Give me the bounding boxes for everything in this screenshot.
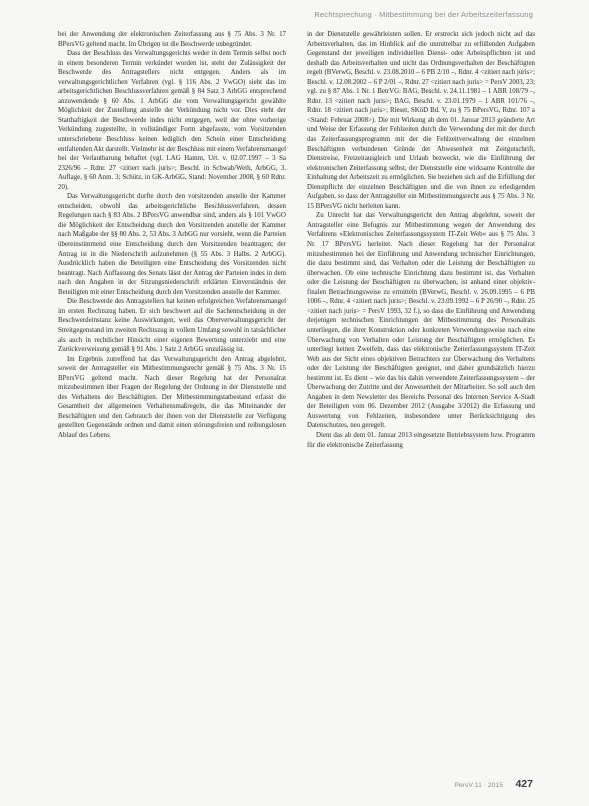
page-footer bbox=[454, 774, 533, 792]
paragraph: Das Verwaltungsgericht durfte durch den vorsitzenden anstelle der Kammer entscheiden, obwohl das arbeitsgerichtliche Beschlussverfahren, dessen Regelungen nach § 83 Abs. 2 BPersVG anwendbar sind, anders als § 101 VwGO die Möglichkeit der Entscheidung durch den Vorsitzenden anstelle der Kammer nach Maßgabe der §§ 80 Abs. 2, 53 Abs. 3 ArbGG nur vorsieht, wenn die Parteien übereinstimmend eine Entscheidung durch den Vorsitzenden beantragen; der Antrag ist in die Niederschrift aufzunehmen (§ 55 Abs. 3 Halbs. 2 ArbGG). Ausdrücklich haben die Beteiligten eine Entscheidung des Vorsitzenden nicht beantragt. Nach Auffassung des Senats lässt der Antrag der Parteien indes in dem nach den Angaben in der Sitzungsniederschrift erklärten Einverständnis der Beteiligten mit einer Entscheidung durch den Vorsitzenden anstelle der Kammer. bbox=[58, 193, 286, 296]
paragraph: bei der Anwendung der elektronischen Zeiterfassung aus § 75 Abs. 3 Nr. 17 BPersVG geltend macht. Im Übrigen ist die Beschwerde unbegründet. bbox=[58, 31, 286, 48]
page-number: 427 bbox=[515, 778, 533, 790]
running-head: Rechtsprechung · Mitbestimmung bei der Arbeitszeiterfassung bbox=[314, 10, 533, 19]
paragraph: in der Dienststelle gewährleisten sollen. Er erstreckt sich jedoch nicht auf das Arbeitsverhalten, das im Hinblick auf die unmittelbar zu erfüllenden Aufgaben Gegenstand der jeweiligen individuellen Dienst- oder Arbeitspflichten ist und deshalb das Arbeitsverhalten und nicht das Ordnungsverhalten der Beschäftigten regelt (BVerwG, Beschl. v. 23.08.2010 – 6 PB 2/10 –, Rdnr. 4 <zitiert nach juris>; Beschl. v. 12.08.2002 – 6 P 2/01 –, Rdnr. 27 <zitiert nach juris> = PersV 2003, 23; vgl. zu § 87 Abs. 1 Nr. 1 BetrVG: BAG, Beschl. v. 24.11.1981 – 1 ABR 108/79 –, Rdnr. 13 <zitiert nach juris>; BAG, Beschl. v. 23.01.1979 – 1 ABR 101/76 –, Rdnr. 18 <zitiert nach juris>; Rieset, SKöD Bd. V, zu § 75 BPersVG, Rdnr. 107 a <Stand: Februar 2008>). Die mit Wirkung ab dem 01. Januar 2013 geänderte Art und Weise der Erfassung der Fehlzeiten durch die Verwendung der mit der durch das Zeiterfassungsprogramm mit der die Fehlzeitverwaltung der einzelnen Beschäftigten verbundenen Gründe der Abwesenheit mit Zeitgutschrift, Dienstreise, Freizeitausgleich und Urlaub bezweckt, wie die Einführung der elektronischen Zeiterfassung selbst, der Dienststelle eine wirksame Kontrolle der Einhaltung der Arbeitszeit zu ermöglichen. Sie beziehen sich auf die Erfüllung der Dienstpflicht der einzelnen Beschäftigten und die von ihnen zu erledigenden Aufgaben, so dass der Antragsteller ein Mitbestimmungsrecht aus § 75 Abs. 3 Nr. 15 BPersVG nicht herleiten kann. bbox=[307, 31, 535, 210]
paragraph: Dient das ab dem 01. Januar 2013 eingesetzte Betriebssystem bzw. Programm für die elektronische Zeiterfassung bbox=[307, 431, 535, 449]
issue-label: PersV 11 · 2015 bbox=[454, 782, 504, 789]
left-column bbox=[58, 30, 286, 768]
paragraph: Dass der Beschluss des Verwaltungsgerichts weder in dem Termin selbst noch in einem besonderen Termin verkündet worden ist, steht der Zulässigkeit der Beschwerde des Antragstellers nicht entgegen. Anders als im verwaltungsgerichtlichen Verfahren (vgl. § 116 Abs. 2 VwGO) sieht das im arbeitsgerichtlichen Beschlussverfahren gemäß § 84 Satz 3 ArbGG entsprechend anzuwendende § 60 Abs. 1 ArbGG die vom Verwaltungsgericht gewählte Möglichkeit der Zustellung anstelle der Verkündung nicht vor. Dies steht der Statthaftigkeit der Beschwerde indes nicht entgegen, weil der ohne vorherige Verkündung zugestellte, in vollständiger Form abgefasste, vom Vorsitzenden unterschriebene Beschluss keinen lediglich den Schein einer Entscheidung entfaltenden Akt darstellt. Vielmehr ist der Beschluss mit einem Verfahrensmangel bei der Verlautbarung behaftet (vgl. LAG Hamm, Urt. v. 02.07.1997 – 3 Sa 2326/96 – Rdnr. 27 <zitiert nach juris>; Beschl. in Schwab/Weth, ArbGG, 3. Auflage, § 60 Anm. 3; Schütz, in GK-ArbGG, Stand: November 2008, § 60 Rdnr. 20). bbox=[58, 50, 286, 191]
paragraph: Im Ergebnis zutreffend hat das Verwaltungsgericht den Antrag abgelehnt, soweit der Antragsteller ein Mitbestimmungsrecht gemäß § 75 Abs. 3 Nr. 15 BPersVG geltend macht. Nach dieser Regelung hat der Personalrat mitzubestimmen über Fragen der Regelung der Ordnung in der Dienststelle und des Verhaltens der Beschäftigten. Der Mitbestimmungstatbestand erfasst die Gesamtheit der allgemeinen Verhaltensmaßregeln, die das Miteinander der Beschäftigten und den Gebrauch der ihnen von der Dienststelle zur Verfügung gestellten Gegenstände ordnen und damit einen störungsfreien und reibungslosen Ablauf des Lebens bbox=[58, 355, 286, 439]
paragraph: Zu Unrecht hat das Verwaltungsgericht den Antrag abgelehnt, soweit der Antragsteller eine Befugnis zur Mitbestimmung wegen der Anwendung des Verfahrens »Elektronisches Zeiterfassungssystem IT-Zeit Web« aus § 75 Abs. 3 Nr. 17 BPersVG herleitet. Nach dieser Regelung hat der Personalrat mitzubestimmen bei der Einführung und Anwendung technischer Einrichtungen, die dazu bestimmt sind, das Verhalten oder die Leistung der Beschäftigten zu überwachen. Ob eine technische Einrichtung dazu bestimmt ist, das Verhalten oder die Leistung der Beschäftigten zu überwachen, ist anhand einer objektiv-finalen Betrachtungsweise zu ermitteln (BVerwG, Beschl. v. 26.09.1995 – 6 PB 1006 –, Rdnr. 4 <zitiert nach juris>; Beschl. v. 23.09.1992 – 6 P 26/90 –, Rdnr. 25 <zitiert nach juris> = PersV 1993, 32 f.), so dass die Einführung und Anwendung derjenigen technischen Einrichtungen der Mitbestimmung des Personalrats unterliegen, die ihrer Konstruktion oder konkreten Verwendungsweise nach eine Überwachung von Verhalten oder Leistung der Beschäftigten ermöglichen. Es unterliegt keinen Zweifeln, dass das elektronische Zeiterfassungssystem IT-Zeit Web aus der Sicht eines objektiven Betrachters zur Überwachung des Verhaltens oder der Leistung der Beschäftigten geeignet, und daher grundsätzlich hierzu bestimmt ist. Es dient – wie das bis dahin verwendete Zeiterfassungssystem – der Überwachung der Zutritte und der Anwesenheit der Mitarbeiter. So soll auch den Angaben in dem Newsletter des Bereichs Personal des Internen Service A-Stadt der Beteiligten vom 06. Dezember 2012 (Ausgabe 3/2012) die Erfassung und Auswertung von Fehlzeiten, insbesondere unter Berücksichtigung des Datenschutzes, neu geregelt. bbox=[307, 212, 535, 430]
paragraph: Die Beschwerde des Antragstellers hat keinen erfolgreichen Verfahrensmangel im ersten Rechtszug haben. Er sich beschwert auf die Sachentscheidung in der Beschwerdeinstanz keine Auswirkungen, weil das Oberverwaltungsgericht der Streitgegenstand im zweiten Rechtszug in vollem Umfang sowohl in tatsächlicher als auch in rechtlicher Hinsicht einer eigenen Bewertung unterzieht und eine Zurückverweisung gemäß § 91 Abs. 1 Satz 2 ArbGG unzulässig ist. bbox=[58, 298, 286, 354]
right-column bbox=[307, 30, 535, 768]
